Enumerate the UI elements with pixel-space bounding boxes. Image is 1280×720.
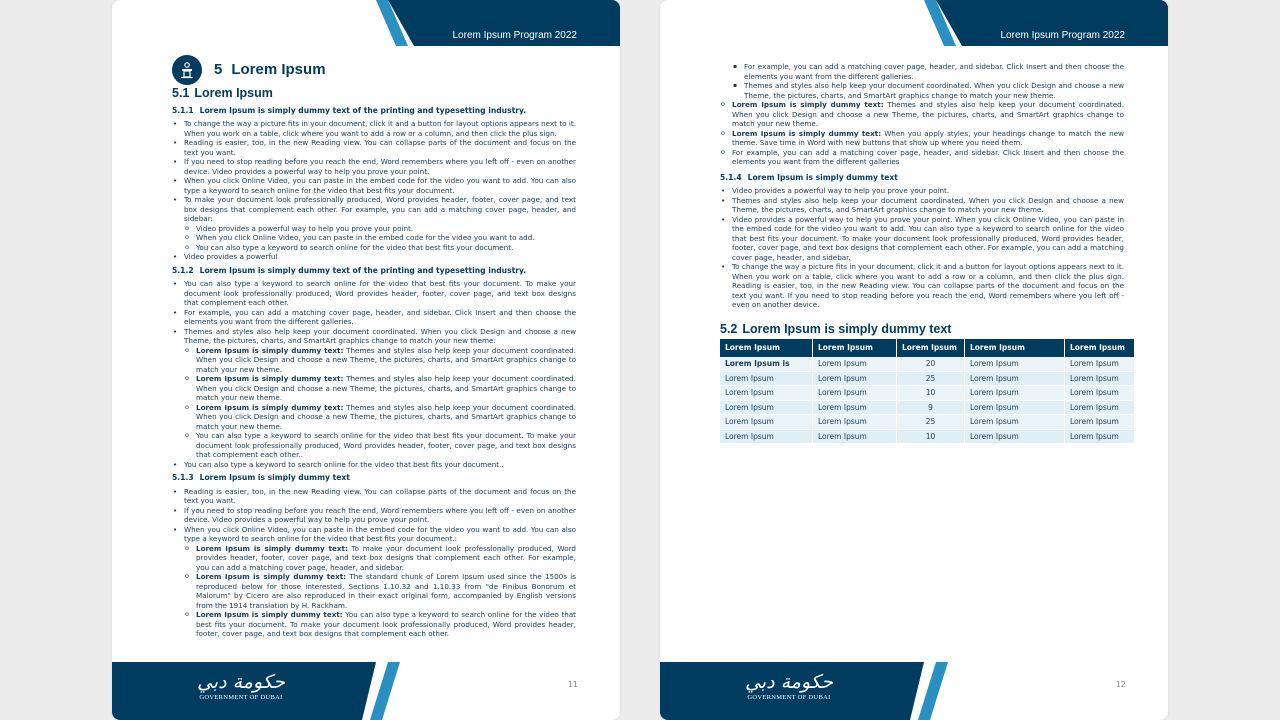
sub-list-text: To make your document look professionally produced, Word provides header, footer, cover page, and text box designs that complement each other. For example, you can add a matching cover page, header, and sidebar.	[196, 543, 576, 572]
sub-list-item	[196, 403, 576, 432]
subsection-heading	[172, 473, 576, 483]
list-item: • To change the way a picture fits in your document, click it and a button for layout options appears next to it. When you work on a table, click where you want to add a row or a column, and then click the plus sign.	[184, 119, 576, 138]
chapter-heading	[172, 55, 576, 85]
section-number: 5.1	[172, 86, 190, 100]
table-cell: Lorem Ipsum	[813, 371, 897, 386]
sub-list-item	[196, 572, 576, 610]
table-row	[720, 415, 1135, 430]
list-item-text: Themes and styles also help keep your document coordinated. When you click Design and choose a new Theme, the pictures, charts, and SmartArt graphics change to match your new theme:	[184, 326, 576, 345]
subsection-title: Lorem Ipsum is simply dummy text of the printing and typesetting industry.	[199, 105, 527, 115]
logo-english-text: GOVERNMENT OF DUBAI	[199, 694, 283, 701]
sub-bullet-list	[184, 544, 576, 639]
table-row	[720, 357, 1135, 371]
section-title: Lorem Ipsum	[194, 86, 273, 100]
list-item: • You can also type a keyword to search online for the video that best fits your document. To make your document look professionally produced, Word provides header, footer, cover page, and text box designs that complement each other.	[184, 279, 576, 308]
table-cell: Lorem Ipsum	[1065, 371, 1135, 386]
sub-list-item: o You can also type a keyword to search online for the video that best fits your document. To make your document look professionally produced, Word provides header, footer, cover page, and text box designs that complement each other..	[196, 431, 576, 460]
column-header: Lorem Ipsum	[1065, 339, 1135, 357]
sub-list-item: o You can also type a keyword to search online for the video that best fits your document.	[196, 243, 576, 253]
list-item: • Reading is easier, too, in the new Reading view. You can collapse parts of the document and focus on the text you want.	[184, 487, 576, 506]
list-item: • You can also type a keyword to search online for the video that best fits your document..	[184, 460, 576, 470]
table-cell: Lorem Ipsum	[965, 429, 1065, 444]
subsection-title: Lorem Ipsum is simply dummy text	[747, 172, 898, 182]
sub-list-text: You can also type a keyword to search online for the video that best fits your document. To make your document look professionally produced, Word provides header, footer, cover page, and text box designs that complement each other.	[196, 610, 576, 638]
table-cell: Lorem Ipsum	[965, 386, 1065, 401]
chapter-title: Lorem Ipsum	[231, 61, 326, 79]
sub-list-item: o When you click Online Video, you can paste in the embed code for the video you want to add.	[196, 233, 576, 243]
footer-stripe	[370, 662, 400, 720]
bold-lead: Lorem Ipsum is simply dummy text:	[196, 345, 344, 355]
table-row	[720, 386, 1135, 401]
column-header: Lorem Ipsum	[720, 339, 813, 357]
table-cell: 20	[897, 357, 965, 371]
list-item: • Video provides a powerful way to help you prove your point.	[732, 186, 1124, 196]
table-cell: Lorem Ipsum	[813, 357, 897, 371]
sub-list-text: Themes and styles also help keep your document coordinated. When you click Design and choose a new Theme, the pictures, charts, and SmartArt graphics change to match your new theme.	[732, 100, 1124, 128]
sub-list-item	[196, 374, 576, 403]
table-cell: Lorem Ipsum is	[720, 357, 813, 371]
table-cell: 25	[897, 415, 965, 430]
sub-list-item	[196, 346, 576, 375]
podium-icon	[172, 55, 202, 85]
table-cell: Lorem Ipsum	[813, 386, 897, 401]
chapter-number: 5	[214, 61, 223, 79]
header-title: Lorem Ipsum Program 2022	[1000, 30, 1125, 41]
list-item: • For example, you can add a matching cover page, header, and sidebar. Click Insert and then choose the elements you want from the different galleries.	[184, 308, 576, 327]
table-cell: Lorem Ipsum	[720, 371, 813, 386]
table-cell: Lorem Ipsum	[965, 357, 1065, 371]
table-cell: Lorem Ipsum	[1065, 357, 1135, 371]
subsection-title: Lorem Ipsum is simply dummy text	[199, 473, 350, 482]
subsection-title: Lorem Ipsum is simply dummy text of the printing and typesetting industry.	[199, 265, 527, 275]
table-cell: Lorem Ipsum	[720, 386, 813, 401]
table-cell: Lorem Ipsum	[1065, 400, 1135, 415]
table-row	[720, 429, 1135, 444]
subsection-number: 5.1.1	[172, 105, 194, 115]
table-cell: Lorem Ipsum	[720, 429, 813, 444]
table-cell: 10	[897, 429, 965, 444]
bold-lead: Lorem Ipsum is simply dummy text:	[196, 543, 348, 553]
sub-bullet-list	[720, 100, 1124, 167]
subsection-number: 5.1.4	[720, 172, 742, 182]
document-page-12	[660, 0, 1168, 720]
subsection-number: 5.1.3	[172, 473, 194, 482]
subsection-heading	[720, 173, 1124, 183]
list-item: • If you need to stop reading before you reach the end, Word remembers where you left off - even on another device. Video provides a powerful way to help you prove your point.	[184, 157, 576, 176]
table-cell: Lorem Ipsum	[965, 415, 1065, 430]
list-item: • Video provides a powerful way to help you prove your point. When you click Online Video, you can paste in the embed code for the video you want to add. You can also type a keyword to search online for the video that best fits your document. To make your document look professionally produced, Word provides header, footer, cover page, and text box designs that complement each other. For example, you can add a matching cover page, header, and sidebar.	[732, 215, 1124, 263]
sub-list-text: When you apply styles, your headings change to match the new theme. Save time in Word with new buttons that show up where you need them.	[732, 128, 1124, 147]
table-cell: Lorem Ipsum	[720, 415, 813, 430]
page-content	[720, 62, 1124, 444]
sub-list-item	[732, 100, 1124, 129]
sub-bullet-list	[184, 346, 576, 460]
bold-lead: Lorem Ipsum is simply dummy text:	[732, 128, 882, 138]
logo-english-text: GOVERNMENT OF DUBAI	[747, 694, 831, 701]
table-row	[720, 400, 1135, 415]
bold-lead: Lorem Ipsum is simply dummy text:	[196, 402, 344, 412]
bullet-list	[172, 487, 576, 639]
list-item: • If you need to stop reading before you reach the end, Word remembers where you left off - even on another device. Video provides a powerful way to help you prove your point.	[184, 506, 576, 525]
sub-bullet-list	[184, 224, 576, 253]
list-item	[184, 327, 576, 460]
table-row	[720, 371, 1135, 386]
column-header: Lorem Ipsum	[897, 339, 965, 357]
bold-lead: Lorem Ipsum is simply dummy text:	[196, 374, 344, 383]
list-item: • Video provides a powerful	[184, 252, 576, 262]
section-title: Lorem Ipsum is simply dummy text	[742, 321, 952, 336]
table-cell: 10	[897, 386, 965, 401]
list-item: • Themes and styles also help keep your document coordinated. When you click Design and choose a new Theme, the pictures, charts, and SmartArt graphics change to match your new theme.	[732, 196, 1124, 215]
list-item: ▪ For example, you can add a matching cover page, header, and sidebar. Click Insert and then choose the elements you want from the different galleries.	[744, 62, 1124, 81]
subsection-heading	[172, 266, 576, 276]
table-cell: Lorem Ipsum	[965, 371, 1065, 386]
bold-lead: Lorem Ipsum is simply dummy text:	[196, 572, 347, 581]
sub-list-text: Themes and styles also help keep your document coordinated. When you click Design and choose a new Theme, the pictures, charts, and SmartArt graphics change to match your new theme.	[196, 374, 576, 402]
page-content	[172, 55, 576, 639]
bold-lead: Lorem Ipsum is simply dummy text:	[196, 610, 343, 619]
sub-list-item	[196, 544, 576, 573]
section-number: 5.2	[720, 321, 738, 336]
logo-arabic-text: حكومة دبي	[196, 671, 286, 693]
footer-stripe	[918, 662, 948, 720]
page-number: 11	[567, 680, 578, 689]
table-cell: Lorem Ipsum	[1065, 429, 1135, 444]
bold-lead: Lorem Ipsum is simply dummy text:	[732, 100, 884, 109]
list-item-text: When you click Online Video, you can paste in the embed code for the video you want to add. You can also type a keyword to search online for the video that best fits your document.:	[184, 524, 576, 543]
bullet-list	[172, 279, 576, 469]
sub-list-text: Themes and styles also help keep your document coordinated. When you click Design and choose a new Theme, the pictures, charts, and SmartArt graphics change to match your new theme.	[196, 345, 576, 374]
table-cell: Lorem Ipsum	[813, 429, 897, 444]
bullet-list-level3	[720, 62, 1124, 100]
section-heading	[720, 321, 1124, 336]
table-cell: 9	[897, 400, 965, 415]
list-item: • To change the way a picture fits in your document, click it and a button for layout options appears next to it. When you work on a table, click where you want to add a row or a column, and then click the plus sign. Reading is easier, too, in the new Reading view. You can collapse parts of the document and focus on the text you want. If you need to stop reading before you reach the end, Word remembers where you left off - even on another device.	[732, 262, 1124, 310]
list-item	[184, 195, 576, 252]
section-heading	[172, 86, 576, 100]
table-cell: Lorem Ipsum	[965, 400, 1065, 415]
table-cell: Lorem Ipsum	[720, 400, 813, 415]
government-of-dubai-logo	[196, 670, 286, 710]
subsection-number: 5.1.2	[172, 265, 194, 275]
sub-list-text: The standard chunk of Lorem Ipsum used since the 1500s is reproduced below for those interested. Sections 1.10.32 and 1.10.33 from "de Finibus Bonorum et Malorum" by Cicero are also reproduced in their exact original form, accompanied by English versions from the 1914 translation by H. Rackham.	[196, 572, 576, 610]
sub-list-item	[732, 129, 1124, 148]
list-item-text: To make your document look professionally produced, Word provides header, footer, cover page, and text box designs that complement each other. For example, you can add a matching cover page, header, and sidebar:	[184, 195, 576, 223]
header-title: Lorem Ipsum Program 2022	[452, 30, 577, 41]
sub-list-item	[196, 610, 576, 639]
sub-list-item: o For example, you can add a matching cover page, header, and sidebar. Click Insert and then choose the elements you want from the different galleries	[732, 148, 1124, 167]
column-header: Lorem Ipsum	[965, 339, 1065, 357]
table-cell: Lorem Ipsum	[813, 415, 897, 430]
table-cell: 25	[897, 371, 965, 386]
table-cell: Lorem Ipsum	[1065, 415, 1135, 430]
government-of-dubai-logo	[744, 670, 834, 710]
list-item: • Reading is easier, too, in the new Reading view. You can collapse parts of the document and focus on the text you want.	[184, 138, 576, 157]
table-cell: Lorem Ipsum	[1065, 386, 1135, 401]
column-header: Lorem Ipsum	[813, 339, 897, 357]
bullet-list	[172, 119, 576, 262]
bullet-list	[720, 186, 1124, 310]
table-cell: Lorem Ipsum	[813, 400, 897, 415]
document-page-11	[112, 0, 620, 720]
logo-arabic-text: حكومة دبي	[744, 671, 834, 693]
table-header-row	[720, 339, 1135, 357]
page-number: 12	[1115, 680, 1126, 689]
subsection-heading	[172, 106, 576, 116]
sub-list-text: Themes and styles also help keep your document coordinated. When you click Design and choose a new Theme, the pictures, charts, and SmartArt graphics change to match your new theme.	[196, 402, 576, 431]
list-item: • When you click Online Video, you can paste in the embed code for the video you want to add. You can also type a keyword to search online for the video that best fits your document.	[184, 176, 576, 195]
data-table	[720, 339, 1135, 444]
list-item	[184, 525, 576, 639]
sub-list-item: o Video provides a powerful way to help you prove your point.	[196, 224, 576, 234]
list-item: ▪ Themes and styles also help keep your document coordinated. When you click Design and choose a new Theme, the pictures, charts, and SmartArt graphics change to match your new theme.	[744, 81, 1124, 100]
